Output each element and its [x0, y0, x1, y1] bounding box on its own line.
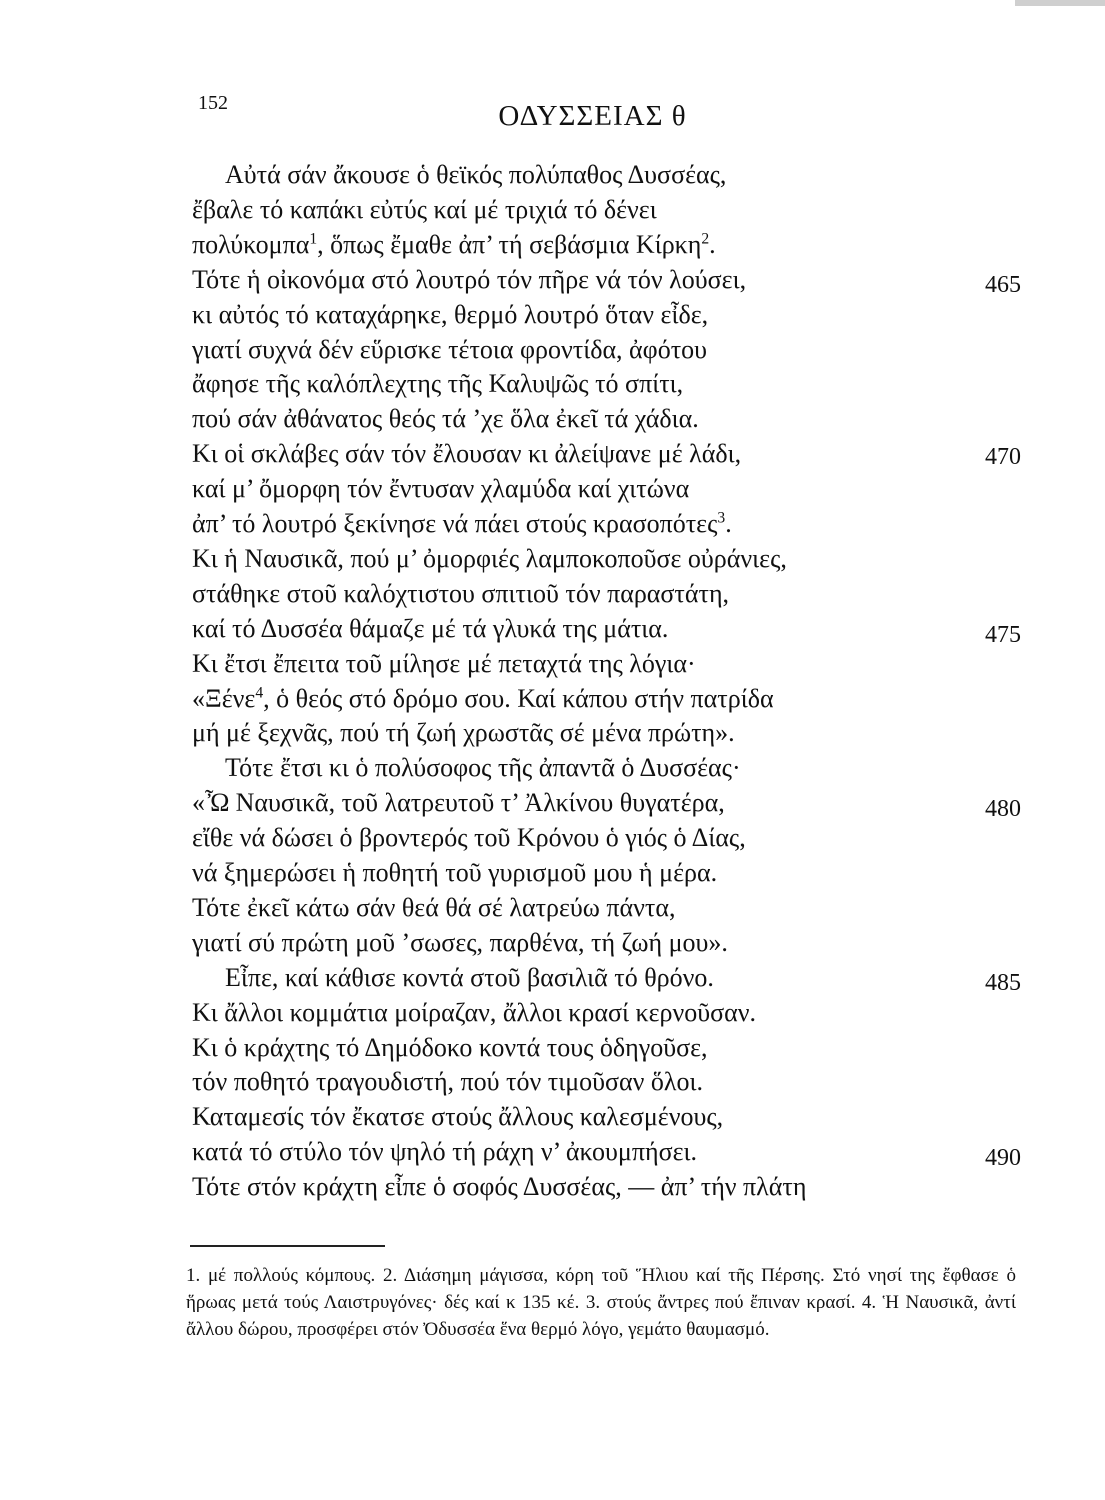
- verse-text: Αὐτά σάν ἄκουσε ὁ θεϊκός πολύπαθος Δυσσέας,: [225, 160, 727, 189]
- verse-line: [192, 788, 725, 818]
- verse-line: [192, 404, 699, 434]
- verse-line: [192, 998, 756, 1028]
- verse-text: νά ξημερώσει ἡ ποθητή τοῦ γυρισμοῦ μου ἡ μέρα.: [192, 858, 718, 887]
- line-number: 465: [985, 272, 1021, 298]
- verse-line: [192, 823, 746, 853]
- verse-line: [192, 265, 746, 295]
- verse-text: τόν ποθητό τραγουδιστή, πού τόν τιμοῦσαν ὅλοι.: [192, 1067, 703, 1097]
- verse-line: [192, 1102, 723, 1132]
- verse-line: [192, 579, 729, 609]
- verse-text: ἔβαλε τό καπάκι εὐτύς καί μέ τριχιά τό δένει: [192, 194, 657, 224]
- verse-line: [192, 369, 683, 399]
- verse-line: [192, 335, 707, 365]
- verse-text: καί τό Δυσσέα θάμαζε μέ τά γλυκά της μάτια.: [192, 613, 669, 643]
- verse-text: γιατί συχνά δέν εὕρισκε τέτοια φροντίδα, ἀφότου: [192, 334, 708, 364]
- verse-line: [192, 614, 668, 644]
- verse-text: Τότε ἡ οἰκονόμα στό λουτρό τόν πῆρε νά τόν λούσει,: [192, 264, 747, 294]
- verse-text: Κι οἱ σκλάβες σάν τόν ἔλουσαν κι ἀλείψανε μέ λάδι,: [192, 439, 742, 469]
- verse-line: [192, 1172, 806, 1202]
- verse-text: Τότε στόν κράχτη εἶπε ὁ σοφός Δυσσέας, — ἀπ’ τήν πλάτη: [192, 1172, 807, 1202]
- footnote-rule: [190, 1245, 385, 1247]
- verse-text: Καταμεσίς τόν ἔκατσε στούς ἄλλους καλεσμένους,: [192, 1102, 724, 1132]
- line-number: 470: [985, 444, 1021, 470]
- verse-line: [225, 963, 714, 993]
- verse-text: «Ξένε: [192, 683, 256, 713]
- verse-line: [192, 1137, 697, 1167]
- verse-text: καί μ’ ὄμορφη τόν ἔντυσαν χλαμύδα καί χιτώνα: [192, 474, 690, 504]
- verse-line: [192, 300, 708, 330]
- verse-text: , ὅπως ἔμαθε ἀπ’ τή σεβάσμια Κίρκη: [317, 229, 702, 259]
- verse-text: κατά τό στύλο τόν ψηλό τή ράχη ν’ ἀκουμπήσει.: [192, 1137, 698, 1167]
- line-number: 485: [985, 970, 1021, 996]
- verse-text: Κι ἄλλοι κομμάτια μοίραζαν, ἄλλοι κρασί κερνοῦσαν.: [192, 997, 756, 1027]
- running-head: ΟΔΥΣΣΕΙΑΣ θ: [498, 100, 687, 132]
- verse-text: «Ὦ Ναυσικᾶ, τοῦ λατρευτοῦ τ’ Ἀλκίνου θυγατέρα,: [192, 788, 725, 818]
- verse-line: [192, 195, 657, 225]
- verse-line: [192, 928, 728, 958]
- verse-text: Τότε ἐκεῖ κάτω σάν θεά θά σέ λατρεύω πάντα,: [192, 892, 676, 922]
- verse-line: [192, 474, 689, 504]
- verse-text: Εἶπε, καί κάθισε κοντά στοῦ βασιλιᾶ τό θρόνο.: [225, 962, 714, 992]
- verse-text: μή μέ ξεχνᾶς, πού τή ζωή χρωστᾶς σέ μένα πρώτη».: [192, 718, 735, 748]
- verse-text: ἀπ’ τό λουτρό ξεκίνησε νά πάει στούς κρασοπότες: [192, 509, 718, 538]
- footnotes: 1. μέ πολλούς κόμπους. 2. Διάσημη μάγισσα, κόρη τοῦ Ἥλιου καί τῆς Πέρσης. Στό νησί της ἔφθασε ὁ ἥρωας μετά τούς Λαιστρυγόνες· δές καί κ 135 κέ. 3. στούς ἄντρες πού ἔπιναν κρασί. 4. Ἡ Ναυσικᾶ, ἀντί ἄλλου δώρου, προσφέρει στόν Ὀδυσσέα ἕνα θερμό λόγο, γεμάτο θαυμασμό.: [186, 1265, 1016, 1340]
- verse-line: [192, 439, 741, 469]
- verse-line: [192, 1067, 703, 1097]
- footnote-marker: 4: [255, 683, 264, 701]
- verse-line: [192, 230, 716, 260]
- verse-text: ἄφησε τῆς καλόπλεχτης τῆς Καλυψῶς τό σπίτι,: [192, 369, 684, 399]
- verse-text: .: [709, 229, 716, 259]
- scan-edge: [1015, 0, 1105, 6]
- line-number: 475: [985, 622, 1021, 648]
- verse-text: Κι ἡ Ναυσικᾶ, πού μ’ ὀμορφιές λαμποκοποῦσε οὐράνιες,: [192, 543, 787, 573]
- verse-line: [192, 509, 732, 539]
- footnote-marker: 2: [701, 230, 710, 248]
- line-number: 480: [985, 796, 1021, 822]
- verse-line: [192, 718, 735, 748]
- verse-line: [192, 858, 717, 888]
- verse-line: [192, 544, 787, 574]
- verse-text: Κι ἔτσι ἔπειτα τοῦ μίλησε μέ πεταχτά της λόγια·: [192, 648, 696, 678]
- page-number: 152: [198, 92, 228, 114]
- verse-text: .: [725, 509, 732, 538]
- footnote-marker: 1: [309, 230, 318, 248]
- verse-text: πολύκομπα: [192, 229, 310, 259]
- footnote-marker: 3: [717, 509, 726, 527]
- verse-text: Κι ὁ κράχτης τό Δημόδοκο κοντά τους ὁδηγοῦσε,: [192, 1032, 708, 1062]
- verse-text: κι αὐτός τό καταχάρηκε, θερμό λουτρό ὅταν εἶδε,: [192, 299, 709, 329]
- verse-text: πού σάν ἀθάνατος θεός τά ’χε ὅλα ἐκεῖ τά χάδια.: [192, 404, 699, 434]
- verse-line: [192, 684, 774, 714]
- verse-text: , ὁ θεός στό δρόμο σου. Καί κάπου στήν πατρίδα: [263, 683, 774, 713]
- line-number: 490: [985, 1145, 1021, 1171]
- verse-text: στάθηκε στοῦ καλόχτιστου σπιτιοῦ τόν παραστάτη,: [192, 578, 730, 608]
- verse-text: Τότε ἔτσι κι ὁ πολύσοφος τῆς ἀπαντᾶ ὁ Δυσσέας·: [225, 753, 741, 783]
- verse-line: [192, 649, 696, 679]
- verse-line: [192, 1033, 708, 1063]
- verse-line: [225, 753, 741, 783]
- verse-text: εἴθε νά δώσει ὁ βροντερός τοῦ Κρόνου ὁ γιός ὁ Δίας,: [192, 823, 746, 853]
- verse-line: [225, 160, 726, 190]
- verse-text: γιατί σύ πρώτη μοῦ ’σωσες, παρθένα, τή ζωή μου».: [192, 927, 728, 957]
- verse-line: [192, 893, 675, 923]
